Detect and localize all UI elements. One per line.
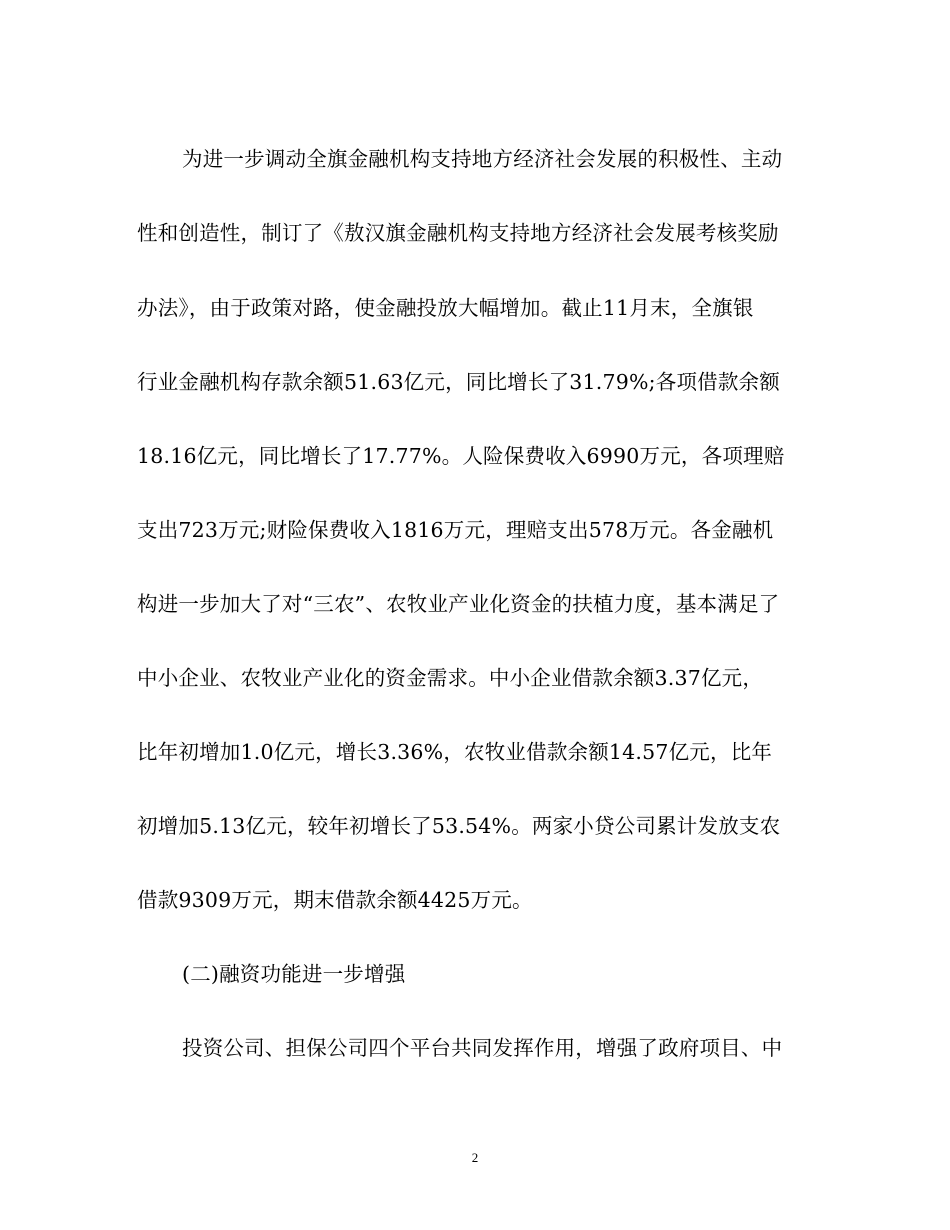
paragraph-line: 比年初增加1.0亿元，增长3.36%，农牧业借款余额14.57亿元，比年 <box>137 740 773 764</box>
paragraph-line: 构进一步加大了对“三农”、农牧业产业化资金的扶植力度，基本满足了 <box>137 592 780 616</box>
paragraph-line: 办法》，由于政策对路，使金融投放大幅增加。截止11月末，全旗银 <box>137 296 754 320</box>
paragraph-line: 行业金融机构存款余额51.63亿元，同比增长了31.79%;各项借款余额 <box>137 370 780 394</box>
page-number: 2 <box>471 1150 479 1165</box>
paragraph-line: 支出723万元;财险保费收入1816万元，理赔支出578万元。各金融机 <box>137 518 774 542</box>
section-heading: (二)融资功能进一步增强 <box>182 962 406 986</box>
paragraph-line: 投资公司、担保公司四个平台共同发挥作用，增强了政府项目、中 <box>182 1036 783 1060</box>
paragraph-line: 借款9309万元，期末借款余额4425万元。 <box>137 888 533 912</box>
paragraph-line: 性和创造性，制订了《敖汉旗金融机构支持地方经济社会发展考核奖励 <box>137 221 779 245</box>
paragraph-line: 为进一步调动全旗金融机构支持地方经济社会发展的积极性、主动 <box>182 147 783 171</box>
paragraph-line: 初增加5.13亿元，较年初增长了53.54%。两家小贷公司累计发放支农 <box>137 814 781 838</box>
paragraph-line: 中小企业、农牧业产业化的资金需求。中小企业借款余额3.37亿元， <box>137 666 764 690</box>
paragraph-line: 18.16亿元，同比增长了17.77%。人险保费收入6990万元，各项理赔 <box>137 444 785 468</box>
